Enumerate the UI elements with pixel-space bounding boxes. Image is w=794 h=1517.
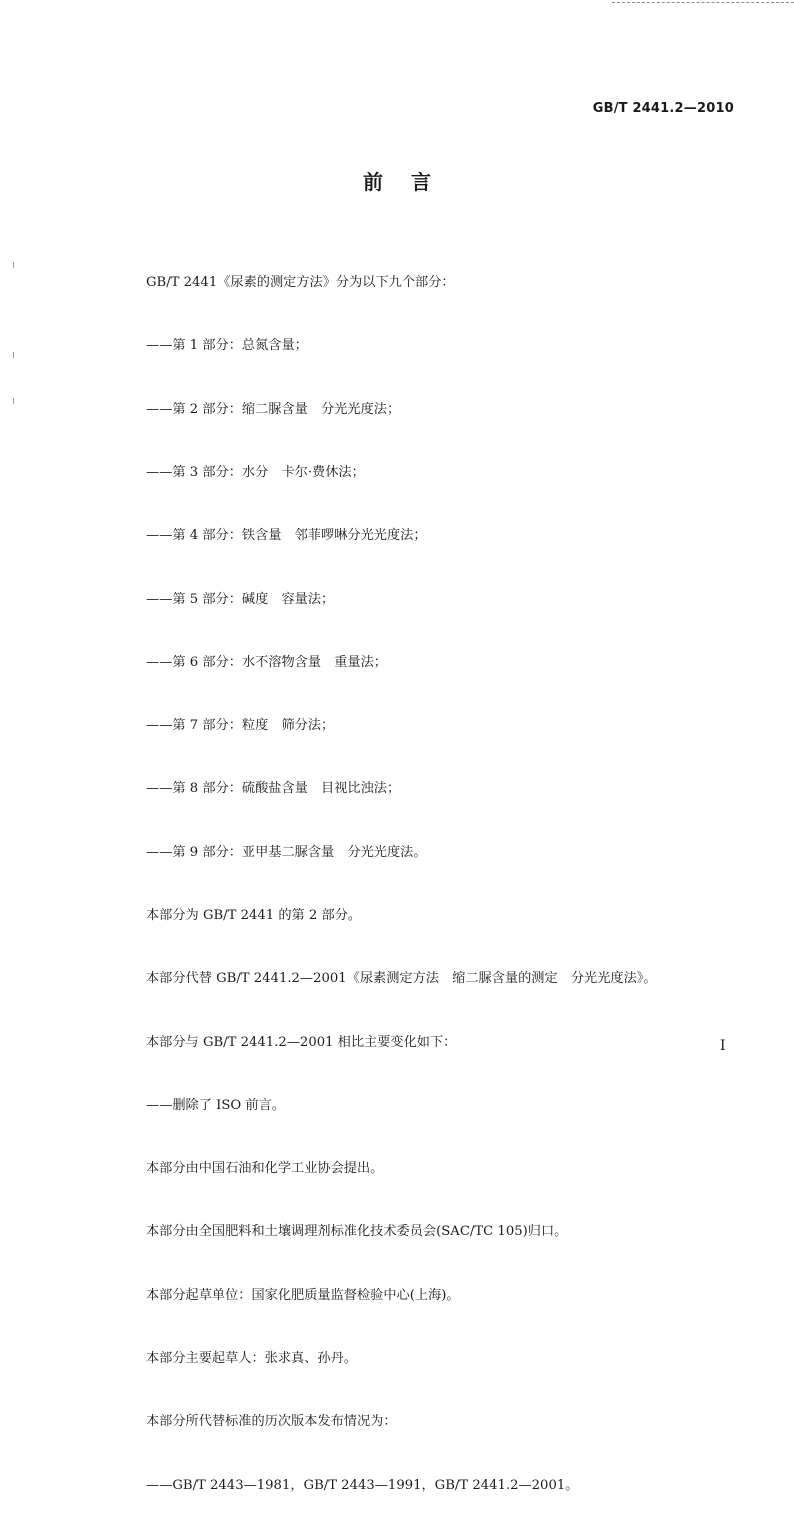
scan-mark	[13, 262, 14, 268]
list-item: ——第 6 部分：水不溶物含量 重量法；	[146, 654, 387, 670]
list-item: ——GB/T 2443—1981，GB/T 2443—1991，GB/T 2441.2—2001。	[146, 1477, 579, 1493]
list-item: ——第 7 部分：粒度 筛分法；	[146, 718, 335, 734]
paragraph-line: 本部分起草单位：国家化肥质量监督检验中心(上海)。	[146, 1287, 460, 1303]
paragraph-line: 本部分主要起草人：张求真、孙丹。	[146, 1350, 357, 1366]
paragraph-line: 本部分由全国肥料和土壤调理剂标准化技术委员会(SAC/TC 105)归口。	[146, 1224, 568, 1240]
paragraph-line: 本部分为 GB/T 2441 的第 2 部分。	[146, 908, 362, 923]
list-item: ——第 9 部分：亚甲基二脲含量 分光光度法。	[146, 844, 427, 860]
list-item: ——第 1 部分：总氮含量；	[146, 338, 308, 354]
top-dashed-rule	[612, 2, 794, 3]
scan-mark	[13, 352, 14, 358]
list-item: ——删除了 ISO 前言。	[146, 1097, 285, 1113]
list-item: ——第 4 部分：铁含量 邻菲啰啉分光光度法；	[146, 528, 427, 544]
list-item: ——第 2 部分：缩二脲含量 分光光度法；	[146, 401, 401, 417]
paragraph-line: 本部分与 GB/T 2441.2—2001 相比主要变化如下：	[146, 1034, 457, 1050]
list-item: ——第 8 部分：硫酸盐含量 目视比浊法；	[146, 781, 401, 797]
list-item: ——第 5 部分：碱度 容量法；	[146, 591, 335, 607]
foreword-body	[146, 230, 746, 1517]
page-title: 前言	[363, 170, 459, 194]
paragraph-line: 本部分所代替标准的历次版本发布情况为：	[146, 1414, 397, 1430]
page-number: I	[720, 1038, 726, 1054]
paragraph-line: 本部分由中国石油和化学工业协会提出。	[146, 1161, 384, 1177]
paragraph-line: GB/T 2441《尿素的测定方法》分为以下九个部分：	[146, 275, 455, 291]
scan-mark	[13, 398, 14, 404]
standard-number: GB/T 2441.2—2010	[592, 101, 734, 116]
list-item: ——第 3 部分：水分 卡尔·费休法；	[146, 465, 365, 481]
paragraph-line: 本部分代替 GB/T 2441.2—2001《尿素测定方法 缩二脲含量的测定 分光光度法》。	[146, 971, 657, 987]
